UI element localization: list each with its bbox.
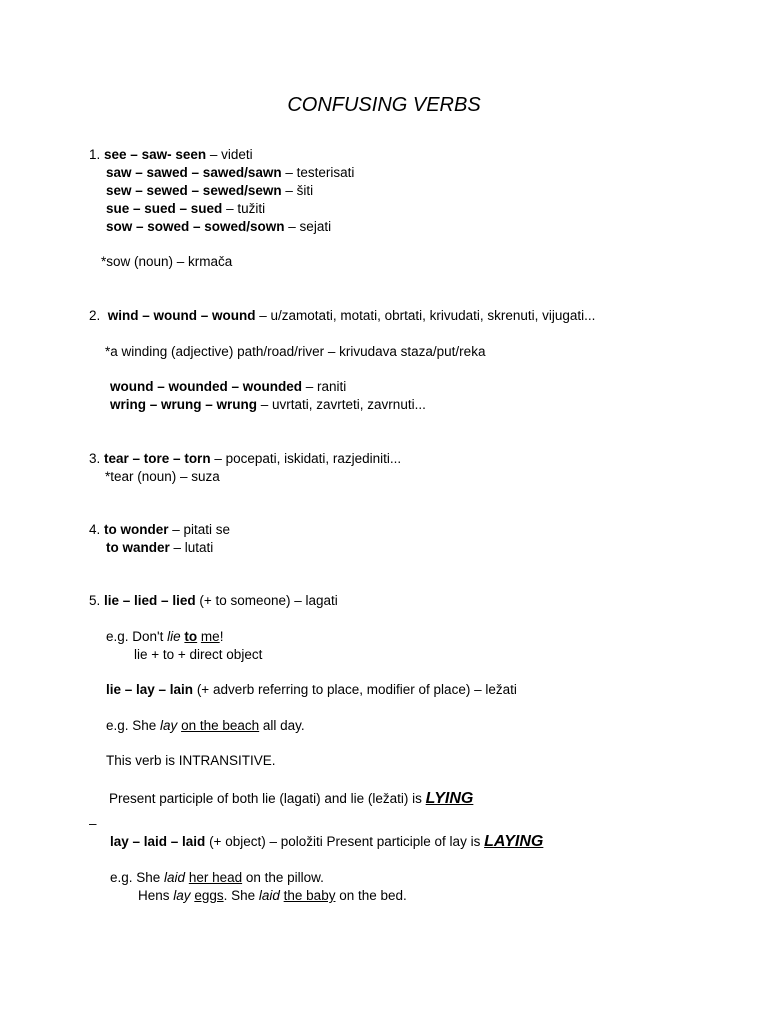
- verb-forms: wound – wounded – wounded: [110, 379, 302, 394]
- section-number: 4.: [89, 522, 101, 537]
- verb-forms: tear – tore – torn: [104, 451, 211, 466]
- example-2: [106, 717, 305, 735]
- example-text: e.g. Don't: [106, 629, 168, 644]
- section-number: 5.: [89, 593, 101, 608]
- example-italic: lay: [160, 718, 178, 733]
- translation: – videti: [206, 147, 253, 162]
- section-number: 1.: [89, 147, 101, 162]
- verb-forms: lie – lied – lied: [104, 593, 196, 608]
- section-3-note: *tear (noun) – suza: [105, 469, 220, 484]
- section-1-line-1: [89, 146, 253, 164]
- present-participle-lying: [109, 790, 473, 808]
- verb-forms: to wander: [106, 540, 170, 555]
- example-text: all day.: [259, 718, 305, 733]
- example-1-sub: lie + to + direct object: [134, 647, 263, 662]
- verb-forms: sue – sued – sued: [106, 201, 223, 216]
- example-1: [106, 628, 223, 646]
- example-text: e.g. She: [106, 718, 161, 733]
- example-4: [138, 887, 407, 905]
- section-5-line-3: [110, 833, 543, 851]
- section-1-note: *sow (noun) – krmača: [101, 254, 233, 269]
- section-2-note: *a winding (adjective) path/road/river – krivudava staza/put/reka: [105, 344, 486, 359]
- intransitive-note: This verb is INTRANSITIVE.: [106, 753, 276, 768]
- example-underline: me: [200, 629, 220, 644]
- translation: – šiti: [281, 183, 314, 198]
- translation: – testerisati: [281, 165, 355, 180]
- lying-emphasis: LYING: [425, 790, 474, 807]
- translation: – pitati se: [168, 522, 231, 537]
- example-text: !: [219, 629, 224, 644]
- translation: (+ adverb referring to place, modifier of place) – ležati: [193, 682, 517, 697]
- example-underline: the baby: [283, 888, 336, 903]
- example-italic: laid: [258, 888, 280, 903]
- example-3: [110, 869, 324, 887]
- verb-forms: lie – lay – lain: [106, 682, 194, 697]
- verb-forms: sew – sewed – sewed/sewn: [106, 183, 282, 198]
- section-4-line-2: [106, 539, 213, 557]
- example-italic: lie: [167, 629, 181, 644]
- translation: – lutati: [169, 540, 214, 555]
- section-1-line-2: [106, 164, 354, 182]
- example-text: Hens: [138, 888, 174, 903]
- section-4-line-1: [89, 521, 230, 539]
- translation: – u/zamotati, motati, obrtati, krivudati, skrenuti, vijugati...: [255, 308, 596, 323]
- example-bold-underline: to: [184, 629, 198, 644]
- translation: – uvrtati, zavrteti, zavrnuti...: [257, 397, 426, 412]
- verb-forms: saw – sawed – sawed/sawn: [106, 165, 282, 180]
- example-text: on the pillow.: [242, 870, 324, 885]
- section-1-line-5: [106, 218, 331, 236]
- section-5-line-1: [89, 592, 338, 610]
- translation: (+ object) – položiti Present participle of lay is: [205, 834, 485, 849]
- section-2-line-1: [89, 307, 595, 325]
- example-underline: eggs: [194, 888, 224, 903]
- verb-forms: sow – sowed – sowed/sown: [106, 219, 285, 234]
- translation: – pocepati, iskidati, razjediniti...: [210, 451, 402, 466]
- section-1-line-4: [106, 200, 265, 218]
- section-number: 2.: [89, 308, 101, 323]
- example-text: e.g. She: [110, 870, 165, 885]
- translation: (+ to someone) – lagati: [195, 593, 338, 608]
- verb-forms: lay – laid – laid: [110, 834, 206, 849]
- section-1-line-3: [106, 182, 313, 200]
- participle-text: Present participle of both lie (lagati) and lie (ležati) is: [109, 791, 426, 806]
- example-underline: her head: [188, 870, 243, 885]
- translation: – raniti: [302, 379, 347, 394]
- example-italic: laid: [164, 870, 186, 885]
- translation: – sejati: [284, 219, 332, 234]
- verb-forms: wind – wound – wound: [107, 308, 256, 323]
- section-number: 3.: [89, 451, 101, 466]
- section-2-line-3: [110, 396, 426, 414]
- example-text: . She: [223, 888, 259, 903]
- verb-forms: wring – wrung – wrung: [110, 397, 258, 412]
- section-3-line-1: [89, 450, 401, 468]
- translation: – tužiti: [222, 201, 266, 216]
- laying-emphasis: LAYING: [484, 833, 544, 850]
- example-italic: lay: [173, 888, 191, 903]
- verb-forms: see – saw- seen: [104, 147, 207, 162]
- section-2-line-2: [110, 378, 346, 396]
- section-5-line-2: [106, 681, 517, 699]
- example-underline: on the beach: [181, 718, 260, 733]
- dash-marker: –: [89, 816, 97, 831]
- verb-forms: to wonder: [104, 522, 169, 537]
- page-title: CONFUSING VERBS: [287, 94, 481, 116]
- example-text: on the bed.: [335, 888, 407, 903]
